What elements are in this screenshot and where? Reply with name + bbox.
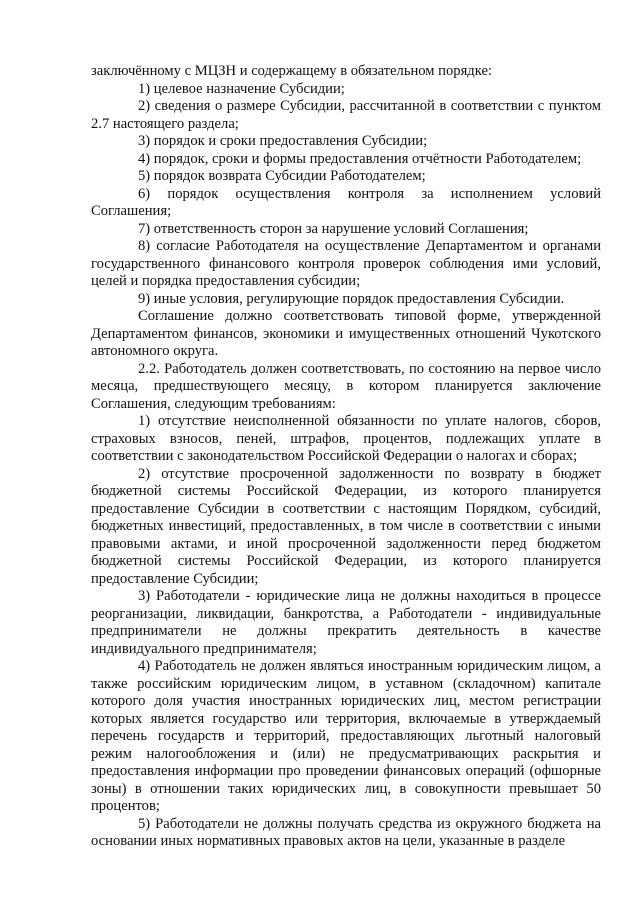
list-item-control: 6) порядок осуществления контроля за исполнением условий Соглашения; — [91, 185, 601, 219]
list-item-purpose: 1) целевое назначение Субсидии; — [138, 80, 345, 97]
paragraph-intro: заключённому с МЦЗН и содержащему в обязательном порядке: — [91, 63, 492, 79]
requirement-item-taxes: 1) отсутствие неисполненной обязанности по уплате налогов, сборов, страховых взносов, пеней, штрафов, процентов, подлежащих уплате в соответствии с законодательством Российской Федерации о налогах и сборах; — [91, 413, 601, 464]
list-item-consent: 8) согласие Работодателя на осуществление Департаментом и органами государственного финансового контроля проверок соблюдения ими условий, целей и порядка предоставления субсидии; — [91, 238, 601, 289]
list-item-subsidy-size: 2) сведения о размере Субсидии, рассчитанной в соответствии с пунктом 2.7 настоящего раздела; — [91, 98, 601, 132]
list-item-procedure-terms: 3) порядок и сроки предоставления Субсидии; — [138, 133, 428, 149]
requirement-item-foreign-entity: 4) Работодатель не должен являться иностранным юридическим лицом, а также российским юридическим лицом, в уставном (складочном) капитале которого доля участия иностранных юридических лиц, местом регистрации которых является государство или территория, включаемые в утверждаемый перечень государств и территорий, предоставляющих льготный налоговый режим налогообложения и (или) не предусматривающих раскрытия и предоставления информации про проведении финансовых операций (офшорные зоны) в отношении таких юридических лиц, в совокупности превышает 50 процентов; — [91, 658, 601, 814]
list-item-reporting: 4) порядок, сроки и формы предоставления отчётности Работодателем; — [138, 150, 582, 167]
list-item-refund: 5) порядок возврата Субсидии Работодателем; — [138, 168, 426, 184]
requirement-item-other-funds: 5) Работодатели не должны получать средства из окружного бюджета на основании иных нормативных правовых актов на цели, указанные в разделе — [91, 815, 601, 849]
list-item-liability: 7) ответственность сторон за нарушение условий Соглашения; — [138, 220, 529, 237]
requirement-item-reorganization: 3) Работодатели - юридические лица не должны находиться в процессе реорганизации, ликвидации, банкротства, а Работодатели - индивидуальные предприниматели не должны прекратить деятельность в качестве индивидуального предпринимателя; — [91, 588, 601, 657]
list-item-other-conditions: 9) иные условия, регулирующие порядок предоставления Субсидии. — [138, 290, 565, 307]
paragraph-section-2-2: 2.2. Работодатель должен соответствовать, по состоянию на первое число месяца, предшествующего месяцу, в котором планируется заключение Соглашения, следующим требованиям: — [91, 360, 601, 412]
requirement-item-debt: 2) отсутствие просроченной задолженности по возврату в бюджет бюджетной системы Российской Федерации, из которого планируется предоставление Субсидии в соответствии с настоящим Порядком, субсидий, бюджетных инвестиций, предоставленных, в том числе в соответствии с иными правовыми актами, и иной просроченной задолженности перед бюджетом бюджетной системы Российской Федерации, из которого планируется предоставление Субсидии; — [91, 465, 601, 587]
document-page — [91, 63, 601, 851]
paragraph-standard-form: Соглашение должно соответствовать типовой форме, утвержденной Департаментом финансов, экономики и имущественных отношений Чукотского автономного округа. — [91, 308, 601, 359]
